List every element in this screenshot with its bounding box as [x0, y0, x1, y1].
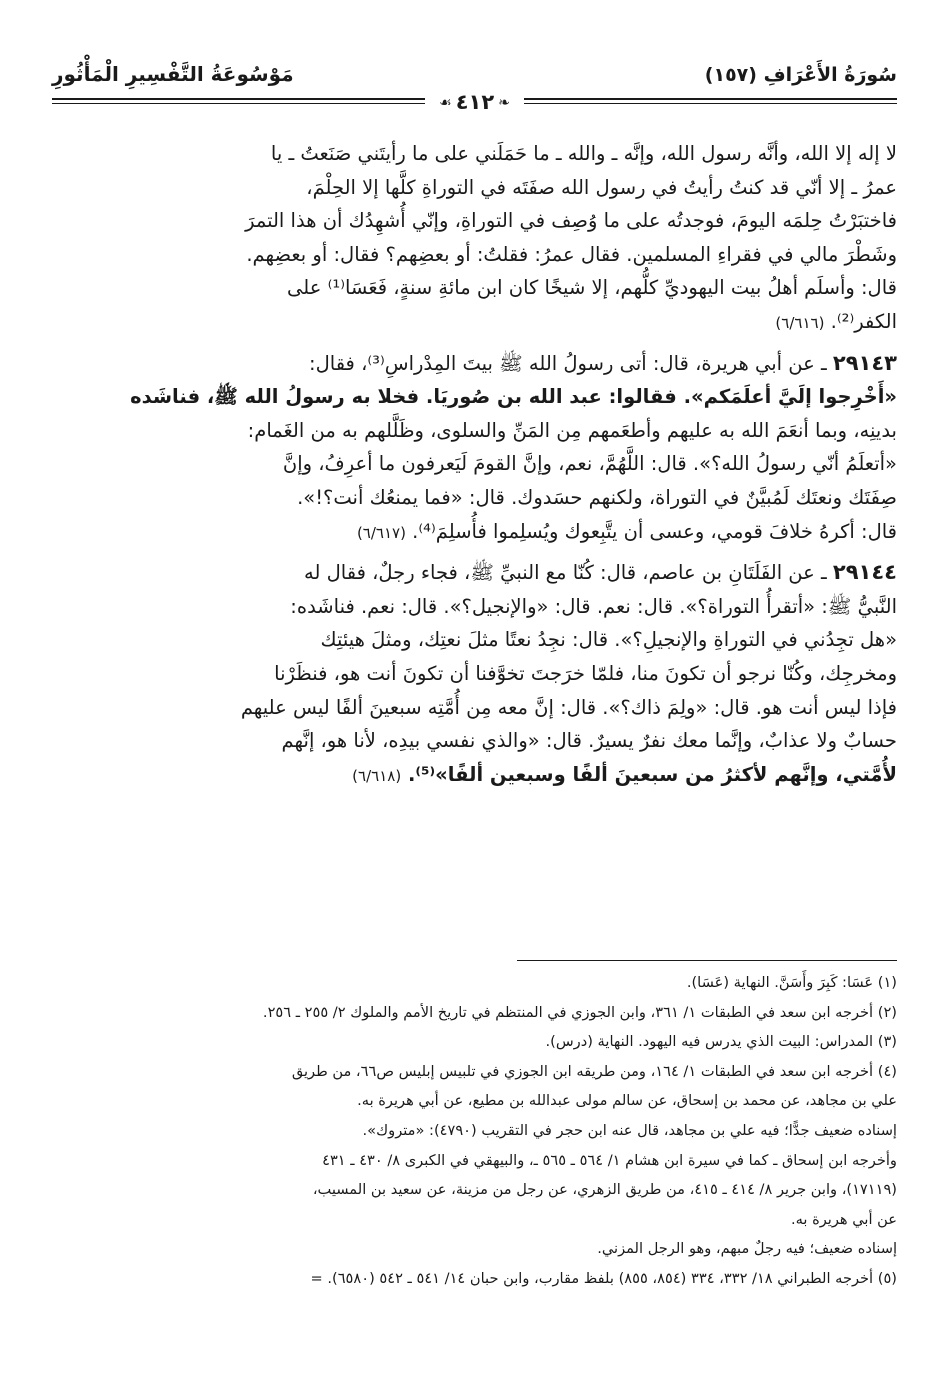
footnote: (٢) أخرجه ابن سعد في الطبقات ١/ ٣٦١، وابن الجوزي في المنتظم في تاريخ الأمم والملوك ٢/ ٢٥٥ ـ ٢٥٦.: [262, 1003, 897, 1021]
text-line: ومخرجِك، وكُنّا نرجو أن تكونَ منا، فلمّا خرَجتَ تخوَّفنا أن تكونَ أنت هو، فنظَرْنا: [274, 661, 897, 685]
footnote: وأخرجه ابن إسحاق ـ كما في سيرة ابن هشام ١/ ٥٦٤ ـ ٥٦٥ ـ، والبيهقي في الكبرى ٨/ ٤٣٠ ـ ٤٣١: [322, 1151, 897, 1169]
footnote: (٤) أخرجه ابن سعد في الطبقات ١/ ١٦٤، ومن طريقه ابن الجوزي في تلبيس إبليس ص٦٦، من طريق: [291, 1062, 897, 1080]
footnote: (١) عَسَا: كَبِرَ وأَسَنَّ. النهاية (عَسَا).: [686, 974, 897, 991]
text-line: لا إله إلا الله، وأنَّه رسول الله، وإنَّه ـ والله ـ ما حَمَلَني على ما رأيتَني صَنَعتُ ـ يا: [270, 142, 897, 165]
text-span: لأُمَّتي، وإنَّهم لأكثرُ من سبعينَ ألفًا وسبعين ألفًا»⁽⁵⁾.: [407, 762, 897, 786]
footnote: (١٧١١٩)، وابن جرير ٨/ ٤١٤ ـ ٤١٥، من طريق الزهري، عن رجل من مزينة، عن سعيد بن المسيب،: [312, 1181, 897, 1199]
text-line: فاختبَرْتُ حِلمَه اليومَ، فوجدتُه على ما وُصِف في التوراةِ، وإنّي أُشهِدُك أن هذا التمرَ: [245, 209, 897, 233]
text-line: صِفَتَك ونعتَك لَمُبيَّنٌ في التوراة، ولكنهم حسَدوك. قال: «فما يمنعُك أنت؟!».: [297, 485, 897, 509]
text-line: [55, 347, 897, 381]
page-number-area: [0, 90, 949, 116]
footnotes: [55, 968, 897, 1294]
text-line: «أَخْرِجوا إلَيَّ أعلَمَكم». فقالوا: عبد الله بن صُوريَا. فخلا به رسولُ الله ﷺ، فناشَده: [130, 385, 897, 409]
text-line: فإذا ليس أنت هو. قال: «ولِمَ ذاك؟». قال: إنَّ معه مِن أُمَّتِه سبعينَ ألفًا ليس عليهم: [240, 695, 897, 719]
text-line: [55, 556, 897, 590]
footnote: (٥) أخرجه الطبراني ١٨/ ٣٣٢، ٣٣٤ (٨٥٤، ٨٥٥) بلفظ مقارب، وابن حبان ١٤/ ٥٤١ ـ ٥٤٢ (٦٥٨٠). =: [310, 1269, 897, 1287]
text-line: النَّبيُّ ﷺ: «أتقرأُ التوراة؟». قال: نعم. قال: «والإنجيل؟». قال: نعم. فناشَده:: [290, 594, 897, 618]
hadith-number: ٢٩١٤٤: [832, 560, 897, 585]
text-line: بدينِه، وبما أنعَمَ الله به عليهم وأطعَمهم مِن المَنِّ والسلوى، وظَلَّلهم به من الغَمام:: [247, 418, 897, 442]
text-span: قال: أكرهُ خلافَ قومي، وعسى أن يتَّبِعوك ويُسلِموا فأُسلِمَ⁽⁴⁾.: [412, 519, 897, 543]
text-line: [55, 758, 897, 794]
footnote: علي بن مجاهد، عن محمد بن إسحاق، عن سالم مولى عبدالله بن مطيع، عن أبي هريرة به.: [357, 1092, 897, 1110]
page-number-text: ٤١٢: [455, 90, 495, 114]
text-line: «هل تجِدُني في التوراةِ والإنجيلِ؟». قال: نجِدُ نعتًا مثلَ نعتِك، ومثلَ هيئتِك: [320, 628, 897, 652]
hadith-number: ٢٩١٤٣: [832, 350, 897, 375]
text-line: عمرُ ـ إلا أنّي قد كنتُ رأيتُ في رسول الله صفَتَه في التوراةِ كلَّها إلا الحِلْمَ،: [306, 175, 897, 199]
footnote: عن أبي هريرة به.: [790, 1210, 897, 1228]
footnote: (٣) المدراس: البيت الذي يدرس فيه اليهود. النهاية (درس).: [545, 1033, 897, 1051]
text-line: حسابٌ ولا عذابٌ، وإنَّما معك نفرٌ يسيرٌ. قال: «والذي نفسي بيدِه، لأنا هو، إنَّهم: [281, 729, 897, 753]
text-line: [55, 515, 897, 551]
ornament-icon: ❧: [498, 95, 510, 111]
main-text: [55, 137, 897, 793]
page-number: [425, 90, 524, 114]
text-span: ـ عن الفَلَتَانِ بن عاصم، قال: كُنّا مع النبيِّ ﷺ، فجاء رجلٌ، فقال له: [304, 561, 827, 585]
text-line: [55, 305, 897, 341]
volume-page-ref: (٦/٦١٧): [356, 523, 406, 542]
text-span: الكفر⁽²⁾.: [830, 309, 897, 333]
footnote-separator: [517, 960, 897, 961]
book-title: مَوْسُوعَةُ التَّفْسِيرِ الْمَأْثُورِ: [52, 62, 294, 86]
footnote: إسناده ضعيف جدًّا؛ فيه علي بن مجاهد، قال عنه ابن حجر في التقريب (٤٧٩٠): «متروك».: [362, 1121, 897, 1139]
volume-page-ref: (٦/٦١٦): [775, 313, 825, 332]
text-line: «أتعلَمُ أنّي رسولُ الله؟». قال: اللَّهُمَّ، نعم، وإنَّ القومَ لَيَعرفون ما أعرِفُ، وإنَّ: [282, 452, 897, 476]
ornament-icon: ☙: [439, 95, 452, 111]
footnote: إسناده ضعيف؛ فيه رجلٌ مبهم، وهو الرجل المزني.: [597, 1240, 897, 1258]
text-span: ـ عن أبي هريرة، قال: أتى رسولُ الله ﷺ بيتَ المِدْراسِ⁽³⁾، فقال:: [309, 351, 827, 375]
text-line: قال: وأسلَم أهلُ بيت اليهوديِّ كلُّهم، إلا شيخًا كان ابن مائةِ سنةٍ، فَعَسَا⁽¹⁾ على: [287, 276, 897, 300]
sura-title: سُورَةُ الأَعْرَافِ (١٥٧): [704, 64, 897, 86]
volume-page-ref: (٦/٦١٨): [352, 766, 402, 785]
text-line: وشَطْرَ مالي في فقراءِ المسلمين. فقال عمرُ: فقلتُ: أو بعضِهم؟ فقال: أو بعضِهم.: [246, 242, 897, 266]
